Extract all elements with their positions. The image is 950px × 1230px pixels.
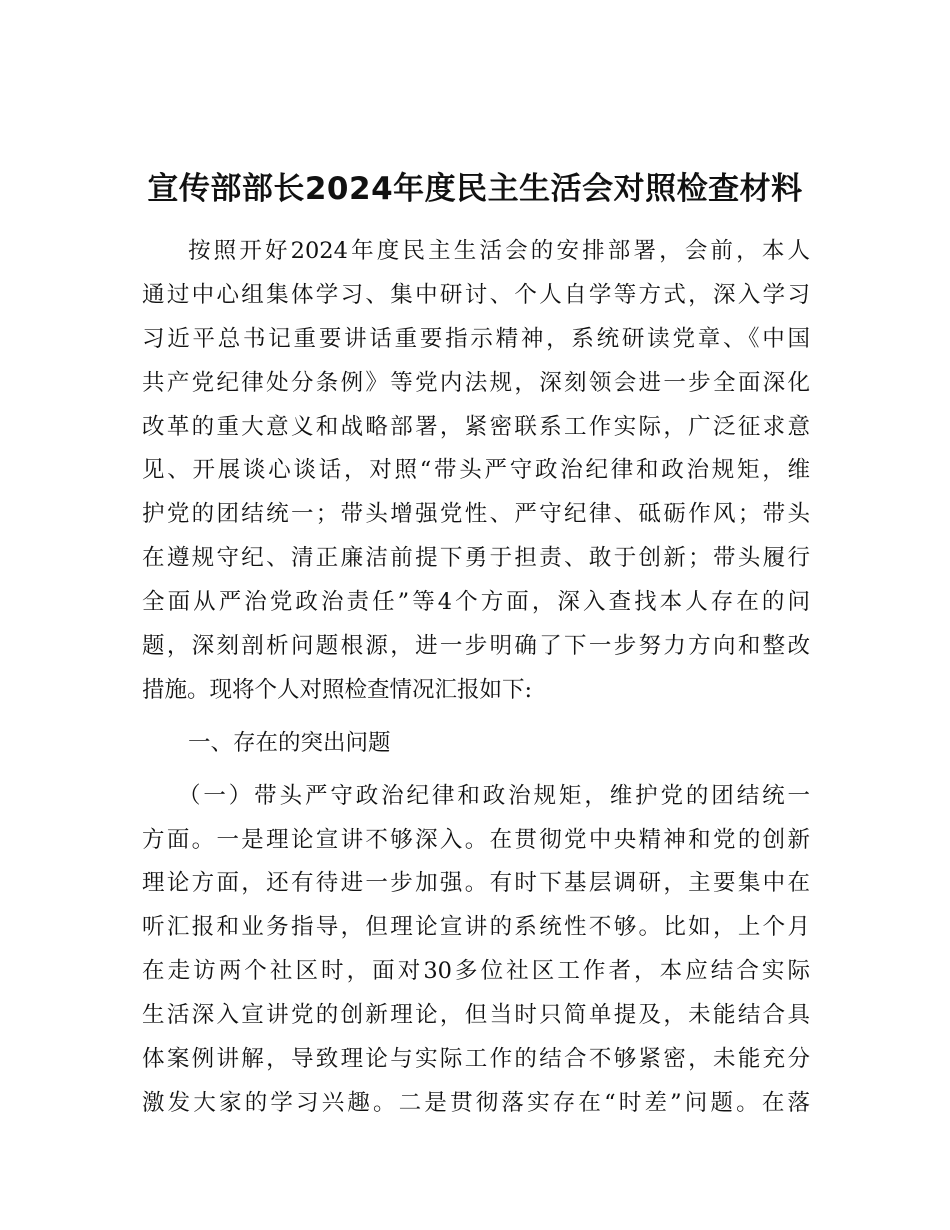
paragraph-line: 共产党纪律处分条例》等党内法规，深刻领会进一步全面深化 — [142, 369, 810, 396]
paragraph-line: 在走访两个社区时，面对30多位社区工作者，本应结合实际 — [142, 958, 810, 985]
paragraph-line: 方面。一是理论宣讲不够深入。在贯彻党中央精神和党的创新 — [142, 826, 810, 853]
paragraph-line: 习近平总书记重要讲话重要指示精神，系统研读党章、《中国 — [142, 325, 810, 352]
paragraph-line: 理论方面，还有待进一步加强。有时下基层调研，主要集中在 — [142, 870, 810, 897]
paragraph-line: 按照开好2024年度民主生活会的安排部署，会前，本人 — [188, 238, 810, 264]
paragraph-line: 措施。现将个人对照检查情况汇报如下: — [142, 676, 533, 703]
paragraph-line: 题，深刻剖析问题根源，进一步明确了下一步努力方向和整改 — [142, 633, 810, 660]
paragraph-line: 听汇报和业务指导，但理论宣讲的系统性不够。比如，上个月 — [142, 914, 810, 941]
paragraph-line: 全面从严治党政治责任”等4个方面，深入查找本人存在的问 — [142, 589, 810, 616]
section-heading-wrapper — [142, 722, 810, 766]
paragraph-line: 见、开展谈心谈话，对照“带头严守政治纪律和政治规矩，维 — [142, 457, 810, 484]
document-body — [142, 230, 810, 1126]
intro-paragraph — [142, 230, 810, 713]
paragraph-line: 生活深入宣讲党的创新理论，但当时只简单提及，未能结合具 — [142, 1002, 810, 1029]
paragraph-line: 改革的重大意义和战略部署，紧密联系工作实际，广泛征求意 — [142, 413, 810, 440]
paragraph-line: 激发大家的学习兴趣。二是贯彻落实存在“时差”问题。在落 — [142, 1089, 810, 1116]
paragraph-line: 体案例讲解，导致理论与实际工作的结合不够紧密，未能充分 — [142, 1046, 810, 1073]
paragraph-line: （一）带头严守政治纪律和政治规矩，维护党的团结统一 — [178, 782, 810, 809]
paragraph-line: 在遵规守纪、清正廉洁前提下勇于担责、敢于创新；带头履行 — [142, 545, 810, 572]
paragraph-line: 通过中心组集体学习、集中研讨、个人自学等方式，深入学习 — [142, 281, 810, 308]
paragraph-line: 护党的团结统一；带头增强党性、严守纪律、砥砺作风；带头 — [142, 501, 810, 528]
problems-paragraph — [142, 775, 810, 1126]
document-title: 宣传部部长2024年度民主生活会对照检查材料 — [147, 171, 803, 207]
section-heading: 一、存在的突出问题 — [188, 729, 391, 756]
